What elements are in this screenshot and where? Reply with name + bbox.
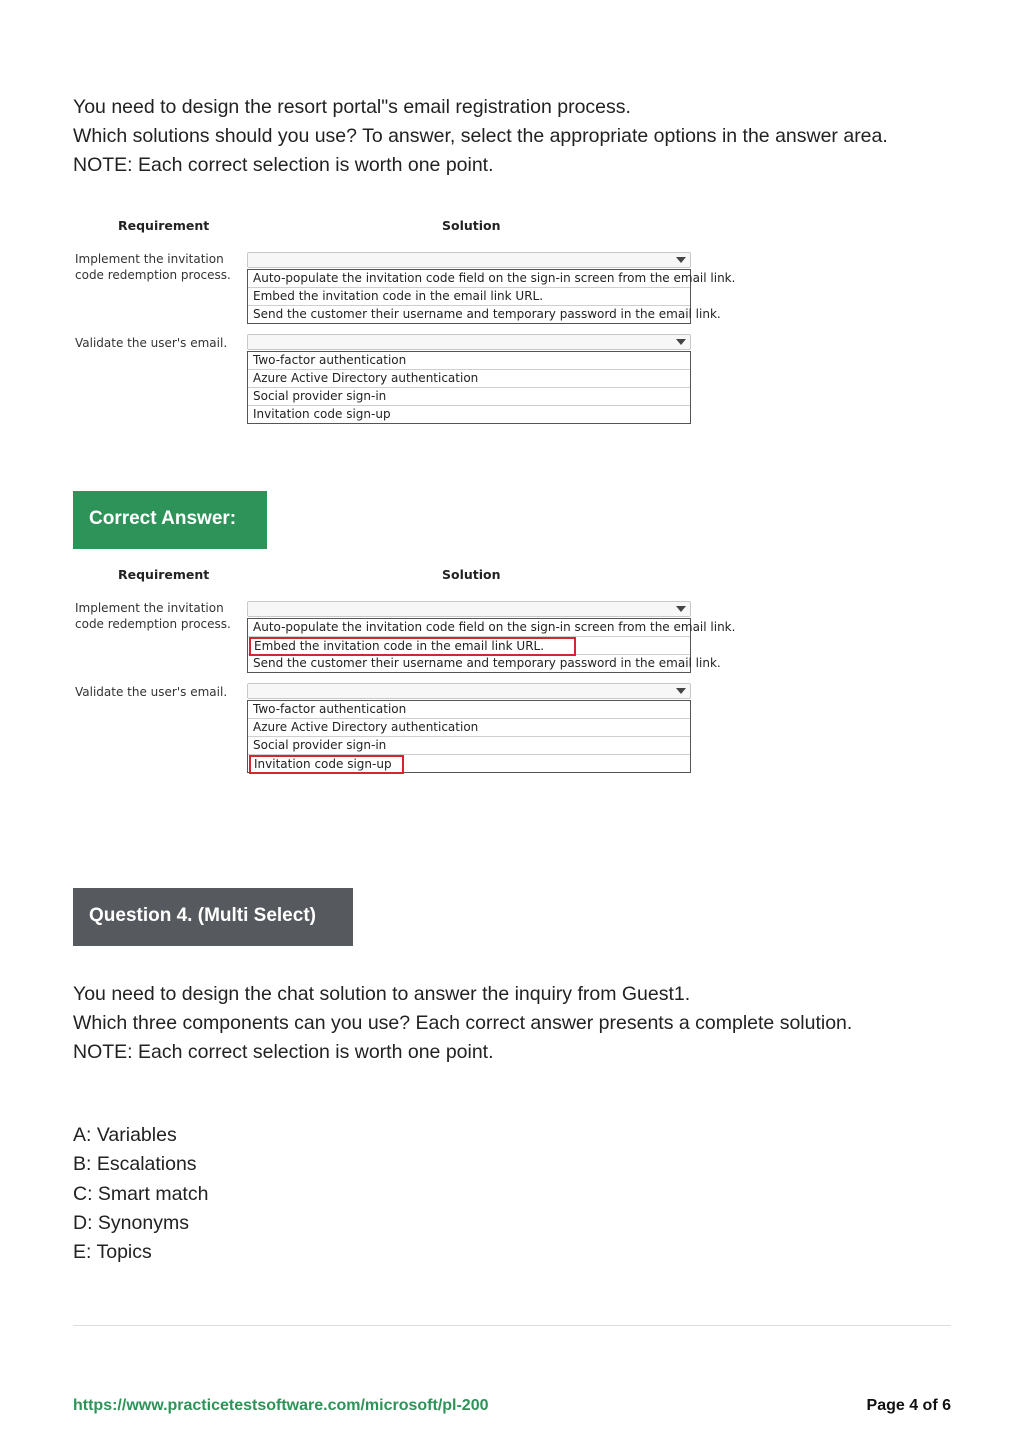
answer-option[interactable]: C: Smart match [73,1182,209,1205]
option-item[interactable]: Auto-populate the invitation code field on the sign-in screen from the email link. [248,270,690,288]
exhibit-answer [73,567,736,782]
answer-list [73,1121,208,1267]
option-item[interactable]: Azure Active Directory authentication [248,370,690,388]
chevron-down-icon[interactable] [670,684,690,698]
question4-line: NOTE: Each correct selection is worth one point. [73,1041,494,1063]
solution-options-2 [247,351,691,424]
option-item[interactable]: Two-factor authentication [248,701,690,719]
requirement-label-2: Validate the user's email. [75,336,228,350]
solution-options-1 [247,618,736,673]
solution-header: Solution [442,218,501,233]
answer-option[interactable]: B: Escalations [73,1153,197,1176]
chevron-down-icon[interactable] [670,602,690,616]
selected-option-highlight: Embed the invitation code in the email link URL. [249,637,576,656]
footer-divider [73,1325,951,1326]
chevron-down-icon[interactable] [670,253,690,267]
solution-dropdown-2[interactable] [247,334,691,350]
solution-dropdown-1[interactable] [247,601,691,617]
solution-dropdown-2[interactable] [247,683,691,699]
answer-option[interactable]: E: Topics [73,1241,152,1264]
chevron-down-icon[interactable] [670,335,690,349]
solution-options-2 [247,700,691,773]
page-number: Page 4 of 6 [866,1397,951,1414]
option-item[interactable]: Social provider sign-in [248,737,690,755]
solution-header: Solution [442,567,501,582]
option-item[interactable]: Azure Active Directory authentication [248,719,690,737]
answer-option[interactable]: D: Synonyms [73,1211,189,1234]
option-item[interactable]: Two-factor authentication [248,352,690,370]
option-item[interactable]: Send the customer their username and temporary password in the email link. [253,307,721,321]
exhibit-question [73,218,736,433]
selected-option-highlight: Invitation code sign-up [249,755,404,774]
question3-text [73,93,888,180]
question4-banner: Question 4. (Multi Select) [73,888,353,946]
requirement-header: Requirement [118,567,210,582]
option-item-selected[interactable] [248,755,690,772]
option-item-selected[interactable] [248,637,690,655]
answer-option[interactable]: A: Variables [73,1124,177,1146]
option-item[interactable]: Social provider sign-in [248,388,690,406]
requirement-header: Requirement [118,218,210,233]
solution-options-1 [247,269,736,324]
question3-line: Which solutions should you use? To answer, select the appropriate options in the answer area. [73,125,888,147]
question3-line: You need to design the resort portal"s email registration process. [73,96,631,118]
option-item[interactable]: Embed the invitation code in the email link URL. [248,288,690,306]
correct-answer-banner: Correct Answer: [73,491,267,549]
requirement-label-1: Implement the invitation code redemption process. [75,601,231,631]
requirement-label-2: Validate the user's email. [75,685,228,699]
question3-line: NOTE: Each correct selection is worth one point. [73,154,494,176]
solution-dropdown-1[interactable] [247,252,691,268]
option-item[interactable]: Invitation code sign-up [253,407,391,421]
requirement-label-1: Implement the invitation code redemption process. [75,252,231,282]
question4-line: Which three components can you use? Each correct answer presents a complete solution. [73,1012,853,1034]
question4-line: You need to design the chat solution to answer the inquiry from Guest1. [73,983,691,1005]
option-item[interactable]: Auto-populate the invitation code field on the sign-in screen from the email link. [248,619,690,637]
option-item[interactable]: Send the customer their username and temporary password in the email link. [253,656,721,670]
question4-text [73,980,852,1067]
footer-url-link[interactable]: https://www.practicetestsoftware.com/microsoft/pl-200 [73,1397,489,1414]
